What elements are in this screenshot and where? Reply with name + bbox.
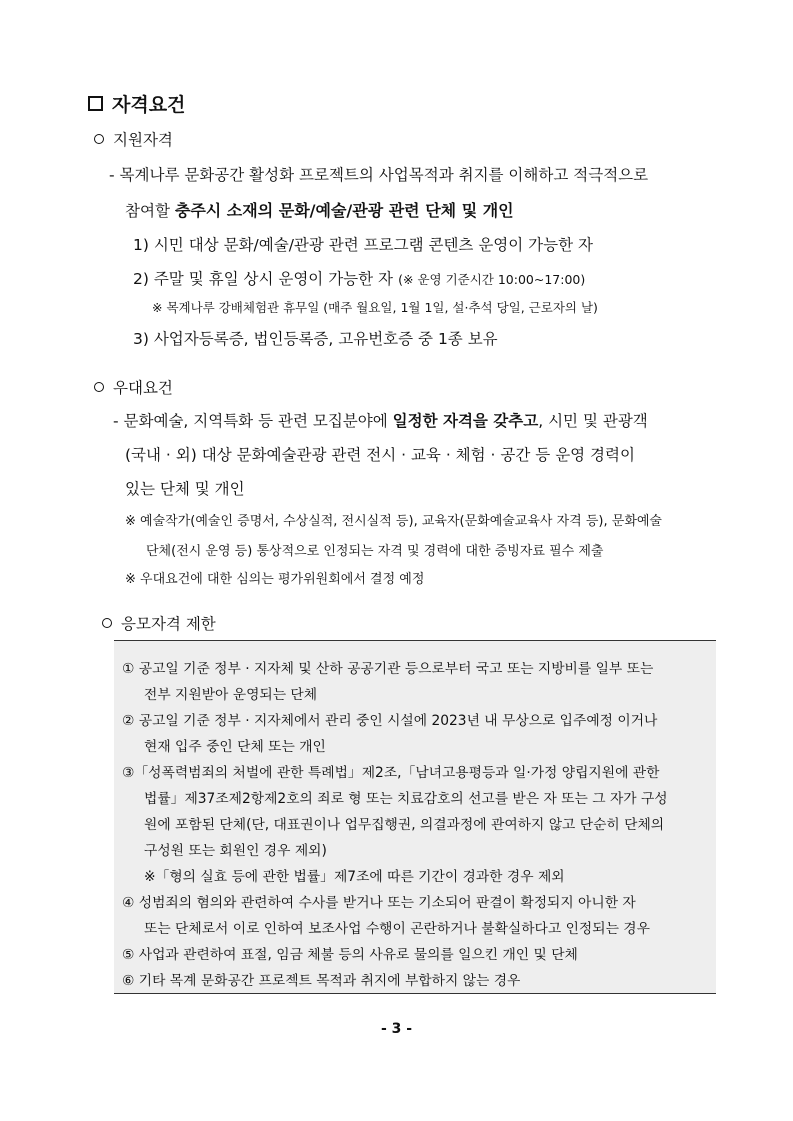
preference-bold: 일정한 자격을 갖추고: [392, 412, 539, 430]
restriction-line: 전부 지원받아 운영되는 단체: [144, 687, 318, 703]
section-heading: [88, 90, 185, 117]
eligibility-heading: 지원자격: [94, 128, 173, 150]
page-number: - 3 -: [380, 1021, 413, 1037]
eligibility-item-1: 1) 시민 대상 문화/예술/관광 관련 프로그램 콘텐츠 운영이 가능한 자: [133, 236, 593, 254]
closed-days-note: ※ 목계나루 강배체험관 휴무일 (매주 월요일, 1월 1일, 설·추석 당일, 근로자의 날): [152, 300, 598, 315]
preference-note-1b: 단체(전시 운영 등) 통상적으로 인정되는 자격 및 경력에 대한 증빙자료 필수 제출: [146, 544, 604, 559]
restriction-line: ④ 성범죄의 혐의와 관련하여 수사를 받거나 또는 기소되어 판결이 확정되지 아니한 자: [122, 895, 636, 911]
circle-bullet-icon: [94, 382, 104, 392]
restriction-line: 법률」제37조제2항제2호의 죄로 형 또는 치료감호의 선고를 받은 자 또는 그 자가 구성: [144, 791, 668, 807]
restriction-box: [114, 640, 716, 994]
checkbox-square-icon: [88, 96, 103, 111]
restriction-line: ⑥ 기타 목계 문화공간 프로젝트 목적과 취지에 부합하지 않는 경우: [122, 973, 521, 989]
preference-line-3: 있는 단체 및 개인: [125, 480, 245, 498]
restriction-line: ③「성폭력범죄의 처벌에 관한 특례법」제2조,「남녀고용평등과 일·가정 양립지원에 관한: [122, 765, 660, 781]
restriction-line: 현재 입주 중인 단체 또는 개인: [144, 739, 326, 755]
eligibility-item-2: 2) 주말 및 휴일 상시 운영이 가능한 자 (※ 운영 기준시간 10:00~17:00): [133, 270, 586, 288]
restriction-line: ⑤ 사업과 관련하여 표절, 임금 체불 등의 사유로 물의를 일으킨 개인 및 단체: [122, 947, 578, 963]
operating-hours-note: (※ 운영 기준시간 10:00~17:00): [398, 272, 586, 287]
restriction-line: ※「형의 실효 등에 관한 법률」제7조에 따른 기간이 경과한 경우 제외: [144, 869, 565, 885]
eligibility-target-bold: 충주시 소재의 문화/예술/관광 관련 단체 및 개인: [174, 201, 514, 220]
section-title: 자격요건: [112, 94, 186, 116]
eligibility-item-3: 3) 사업자등록증, 법인등록증, 고유번호증 중 1종 보유: [133, 330, 498, 348]
restriction-line: 원에 포함된 단체(단, 대표권이나 업무집행권, 의결과정에 관여하지 않고 단순히 단체의: [144, 817, 665, 833]
preference-line-1: - 문화예술, 지역특화 등 관련 모집분야에 일정한 자격을 갖추고, 시민 및 관광객: [113, 412, 648, 430]
preference-line-2: (국내 · 외) 대상 문화예술관광 관련 전시 · 교육 · 체험 · 공간 등 운영 경력이: [125, 446, 635, 464]
restriction-line: ② 공고일 기준 정부 · 지자체에서 관리 중인 시설에 2023년 내 무상으로 입주예정 이거나: [122, 713, 658, 729]
restriction-heading: 응모자격 제한: [102, 612, 216, 634]
circle-bullet-icon: [102, 618, 112, 628]
eligibility-line-2: 참여할 충주시 소재의 문화/예술/관광 관련 단체 및 개인: [125, 201, 514, 220]
preference-note-1a: ※ 예술작가(예술인 증명서, 수상실적, 전시실적 등), 교육자(문화예술교육사 자격 등), 문화예술: [125, 514, 662, 529]
circle-bullet-icon: [94, 134, 104, 144]
eligibility-line-1: - 목계나루 문화공간 활성화 프로젝트의 사업목적과 취지를 이해하고 적극적으로: [109, 166, 649, 184]
preference-note-2: ※ 우대요건에 대한 심의는 평가위원회에서 결정 예정: [125, 572, 425, 587]
restriction-line: 또는 단체로서 이로 인하여 보조사업 수행이 곤란하거나 불확실하다고 인정되는 경우: [144, 921, 650, 937]
preference-heading: 우대요건: [94, 376, 173, 398]
restriction-line: ① 공고일 기준 정부 · 지자체 및 산하 공공기관 등으로부터 국고 또는 지방비를 일부 또는: [122, 661, 654, 677]
restriction-line: 구성원 또는 회원인 경우 제외): [144, 843, 327, 859]
